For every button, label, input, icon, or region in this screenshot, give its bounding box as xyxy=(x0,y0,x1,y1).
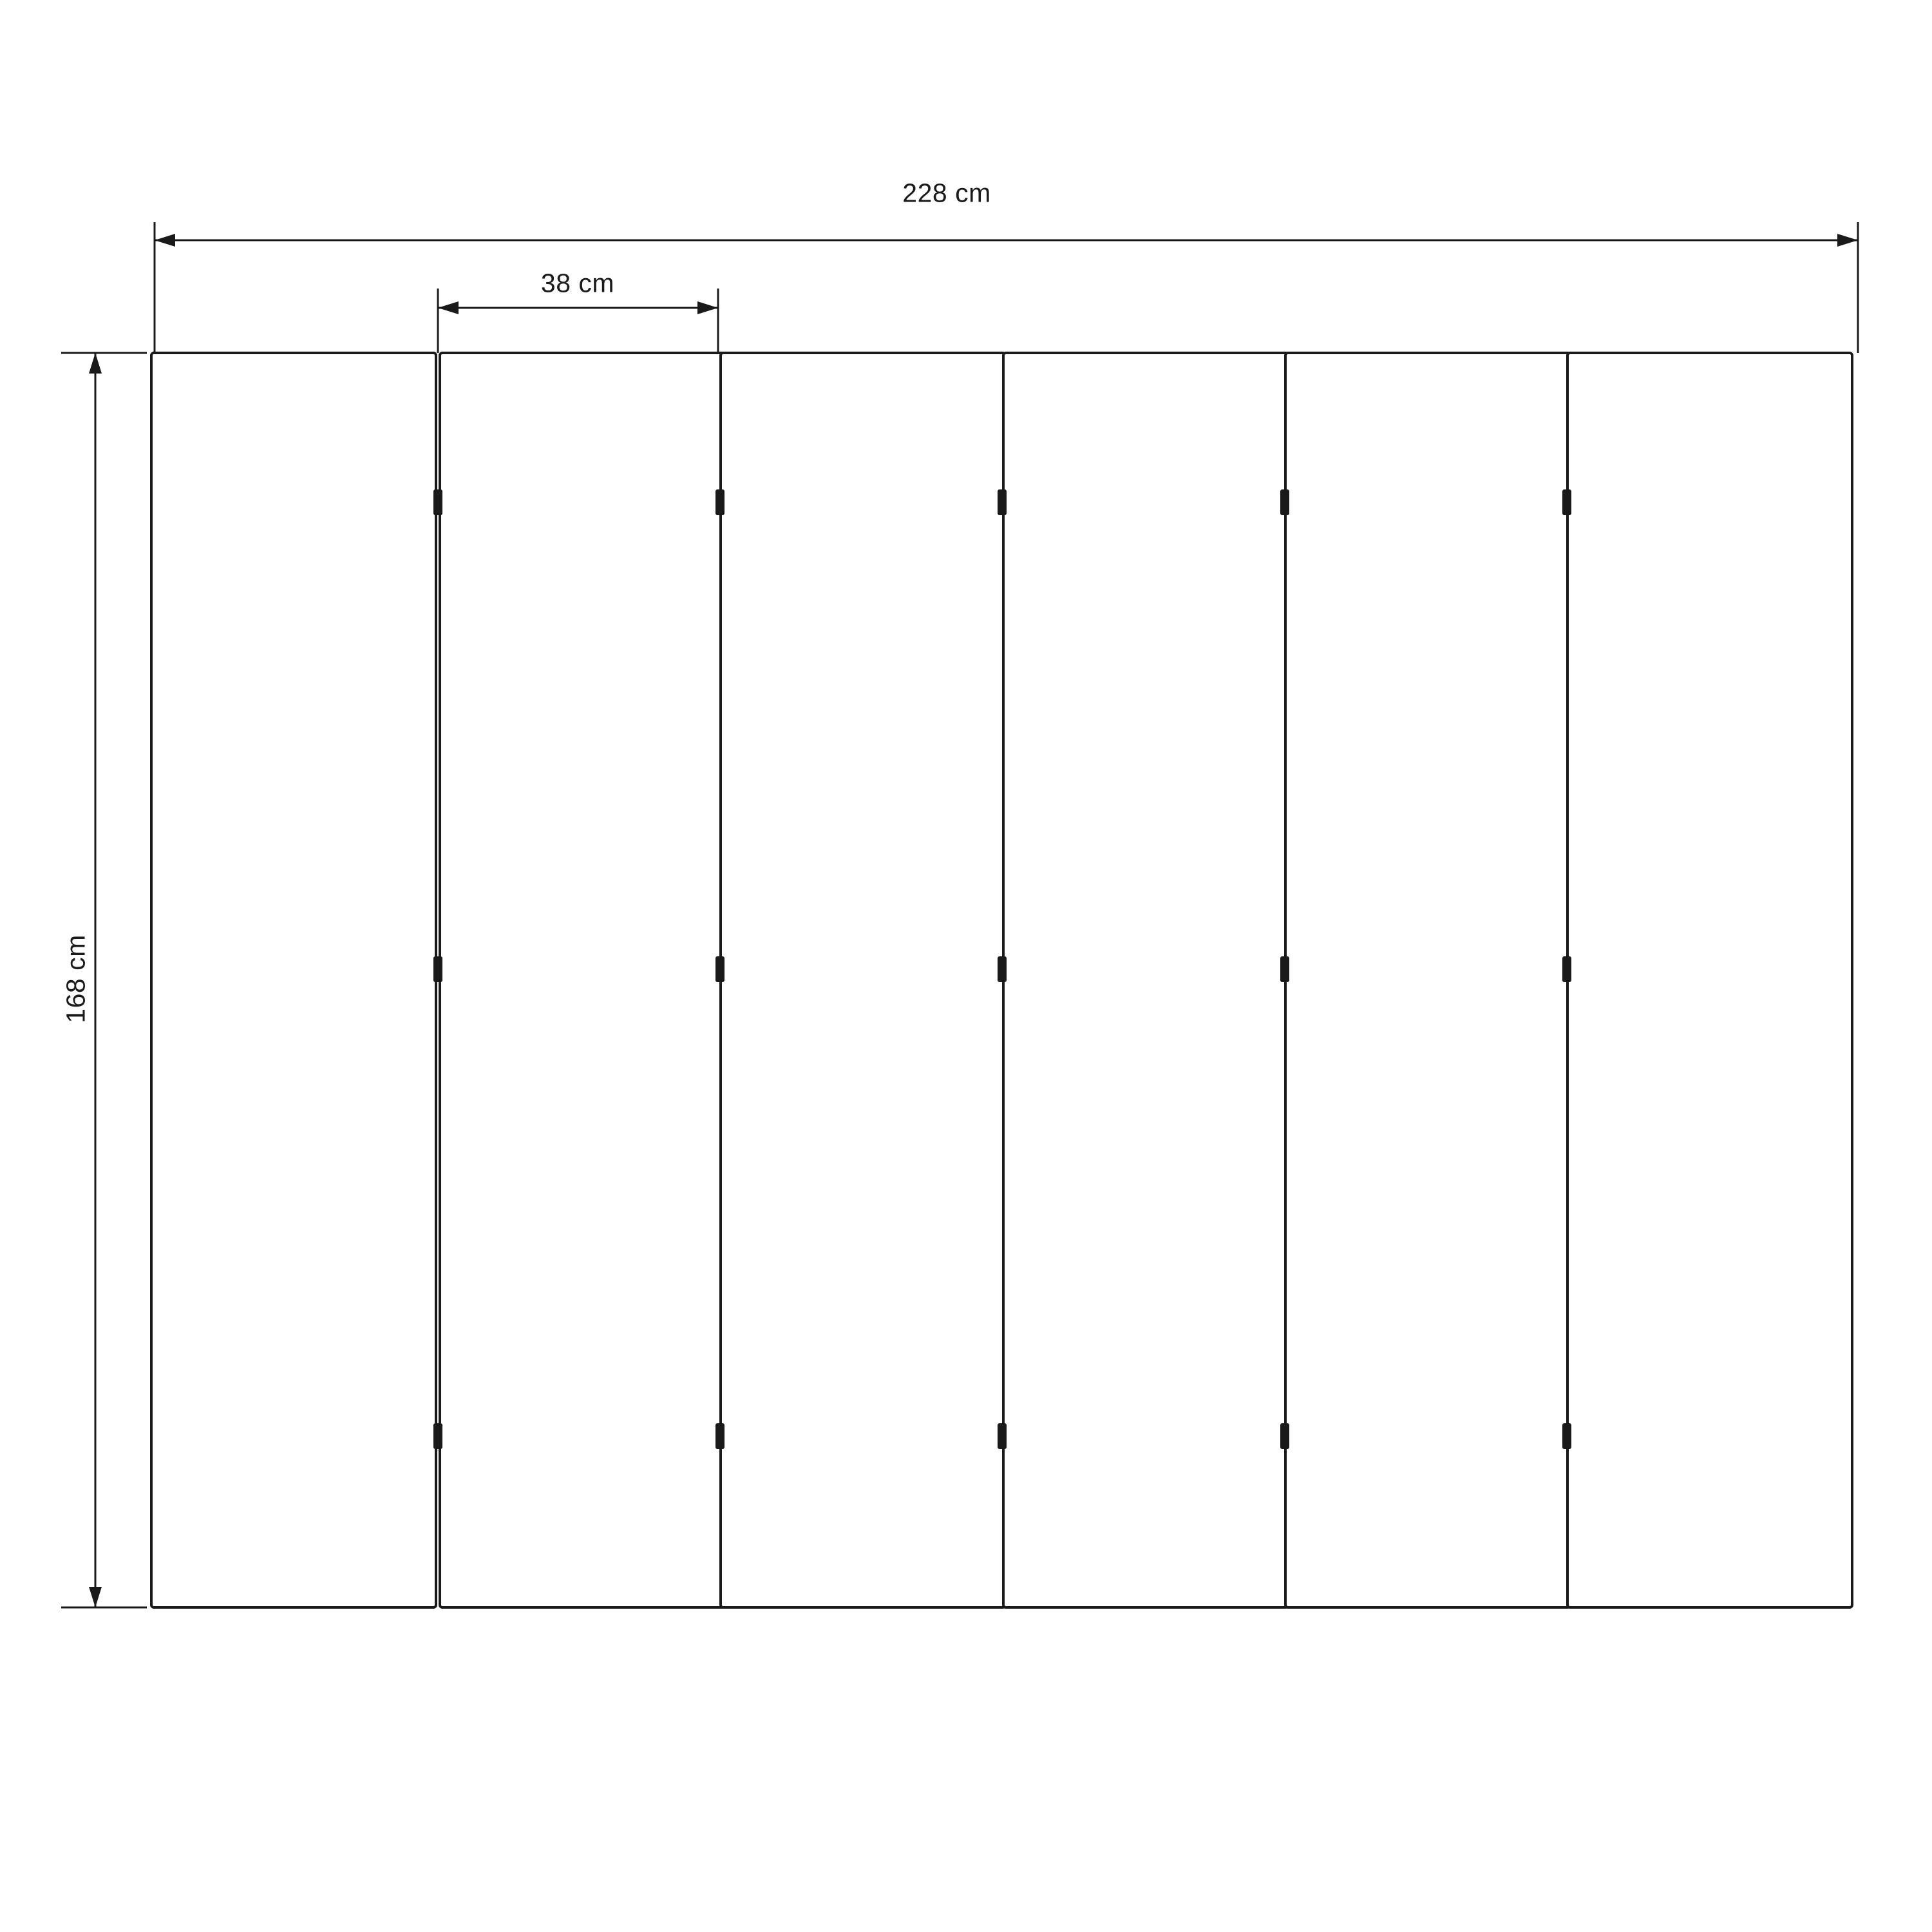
panel-width-label: 38 cm xyxy=(540,268,615,298)
total-width-label: 228 cm xyxy=(902,178,991,208)
hinge-mark xyxy=(1562,956,1571,982)
hinge-mark xyxy=(433,956,442,982)
panel-arrow-right xyxy=(697,301,718,314)
panel-arrow-left xyxy=(438,301,459,314)
height-arrow-bottom xyxy=(89,1587,102,1607)
hinge-mark xyxy=(715,489,724,515)
hinge-mark xyxy=(1562,1423,1571,1449)
hinge-mark xyxy=(433,489,442,515)
hinge-mark xyxy=(998,489,1007,515)
hinge-mark xyxy=(998,956,1007,982)
hinge-mark xyxy=(715,1423,724,1449)
panel-2 xyxy=(440,353,724,1607)
panel-5 xyxy=(1285,353,1570,1607)
hinge-mark xyxy=(1562,489,1571,515)
hinge-mark xyxy=(998,1423,1007,1449)
panel-6 xyxy=(1567,353,1852,1607)
width-arrow-right xyxy=(1837,234,1858,247)
panel-1 xyxy=(151,353,436,1607)
panel-3 xyxy=(721,353,1005,1607)
panel-4 xyxy=(1003,353,1288,1607)
hinge-mark xyxy=(715,956,724,982)
height-label: 168 cm xyxy=(61,934,91,1023)
hinge-mark xyxy=(1280,489,1289,515)
height-arrow-top xyxy=(89,353,102,374)
hinge-mark xyxy=(433,1423,442,1449)
hinge-mark xyxy=(1280,1423,1289,1449)
width-arrow-left xyxy=(155,234,175,247)
hinge-mark xyxy=(1280,956,1289,982)
